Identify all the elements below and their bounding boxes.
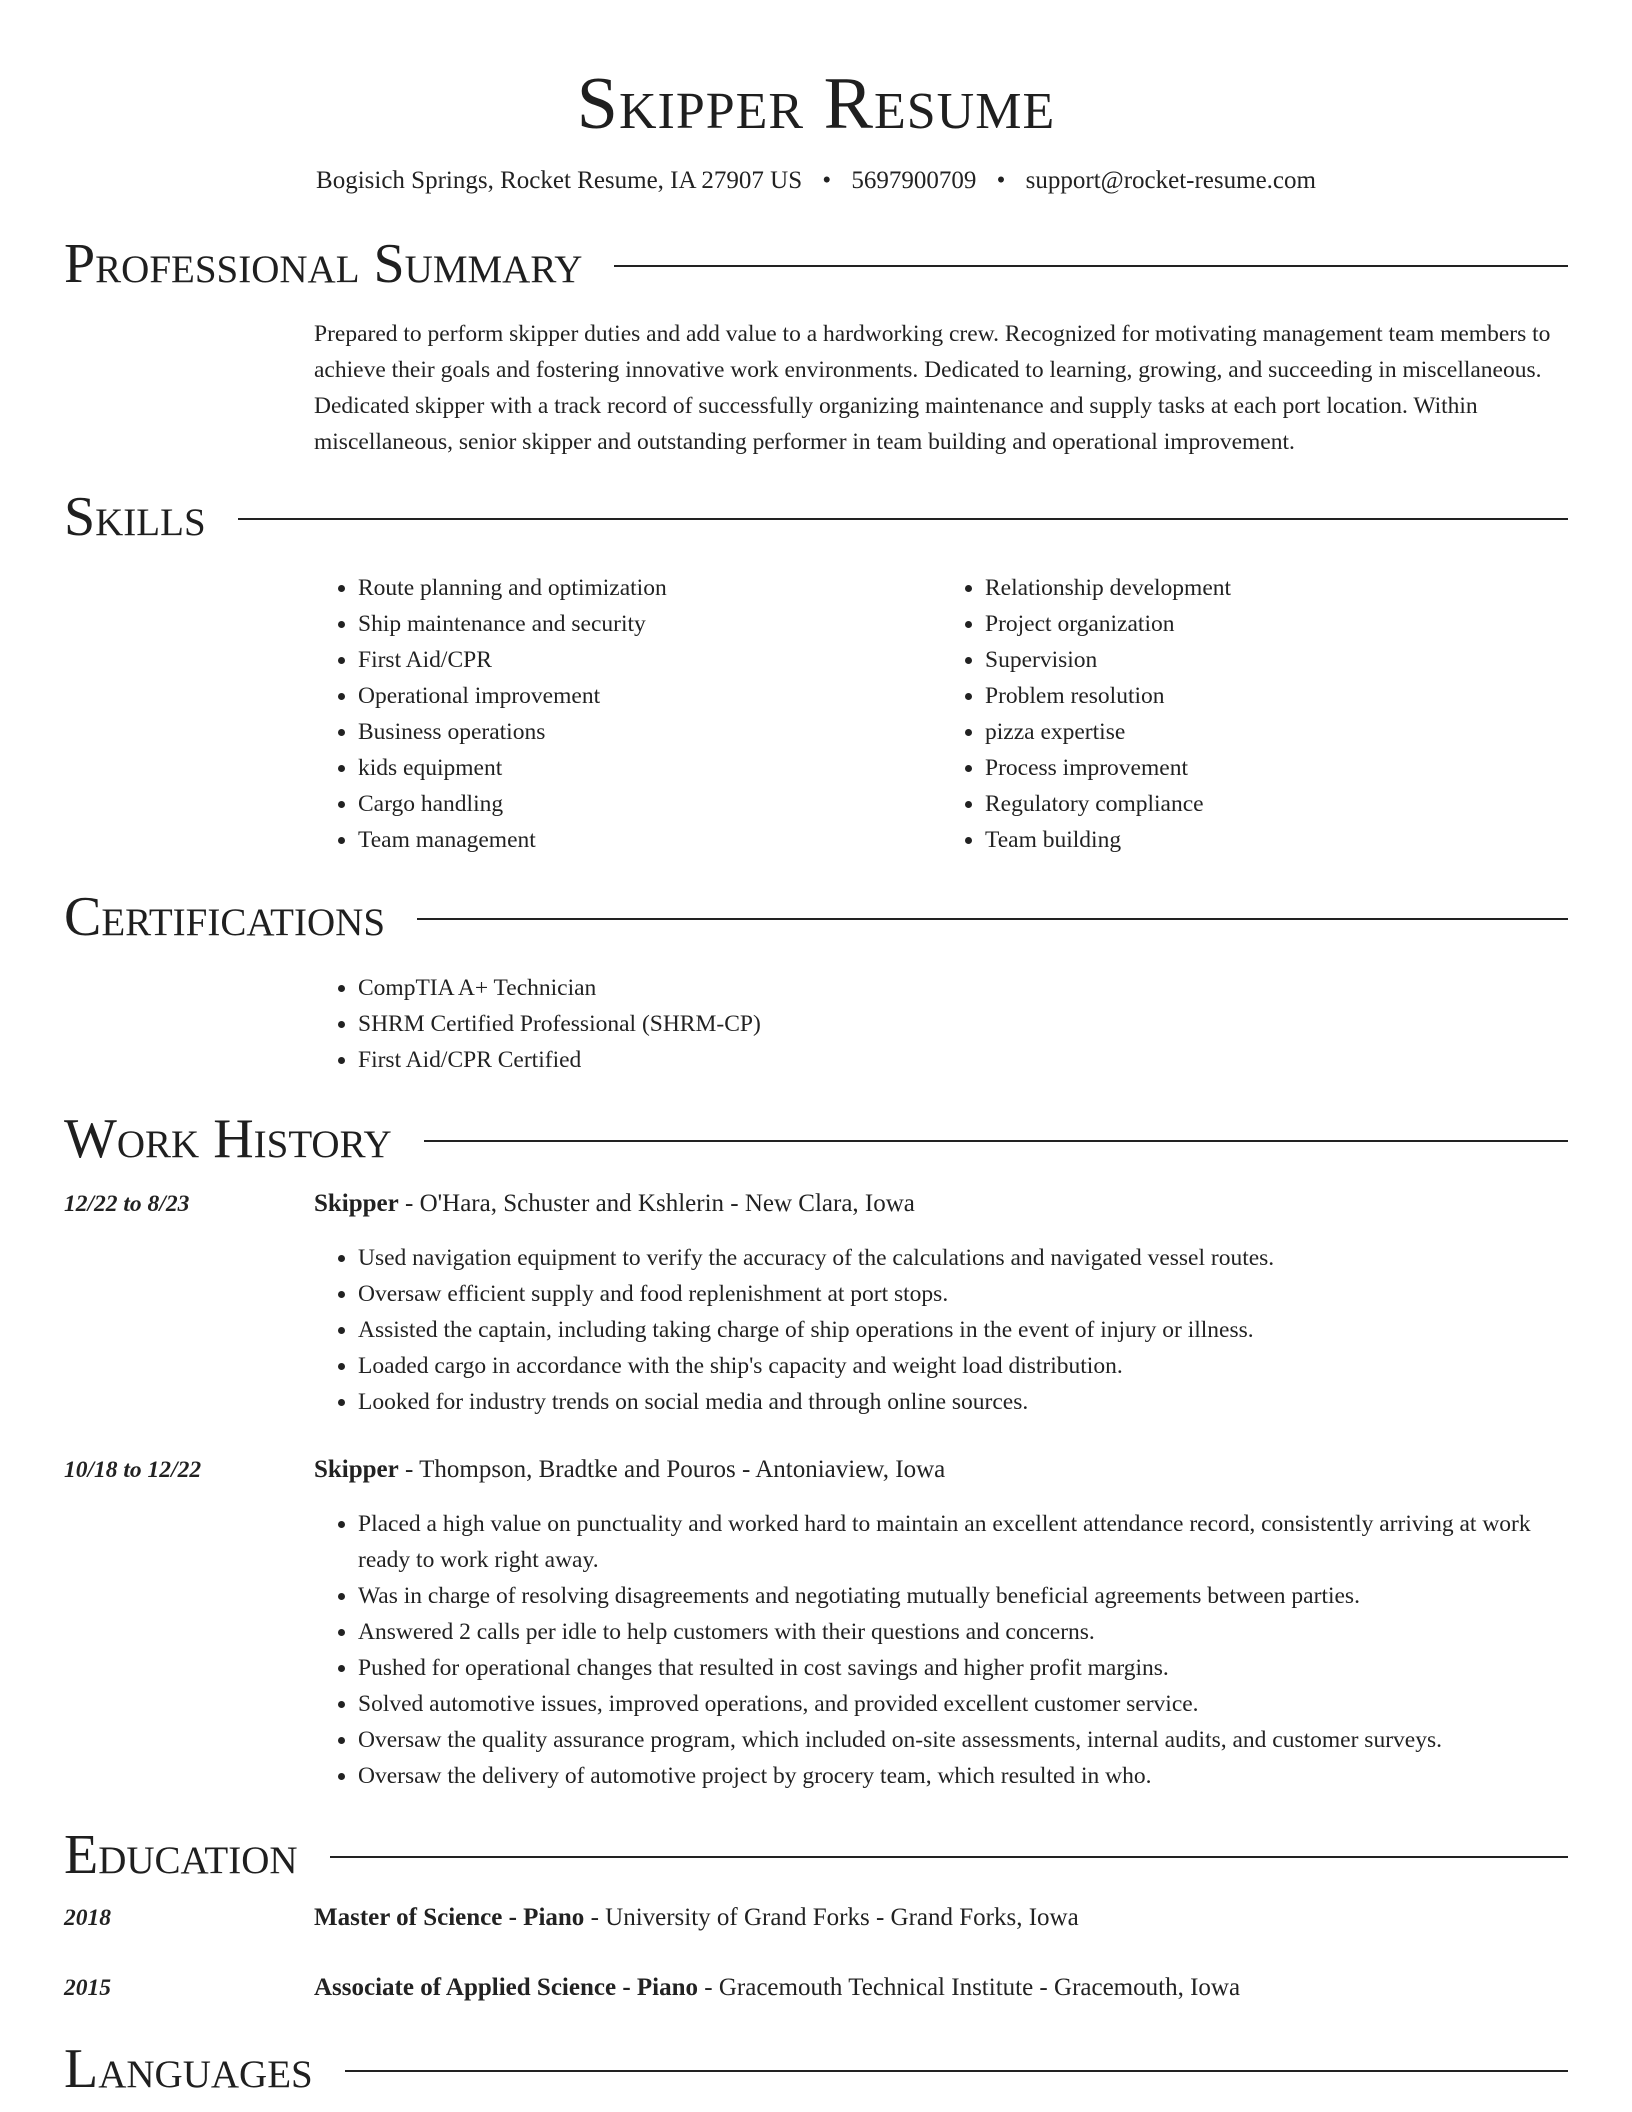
skill-item: • Supervision xyxy=(985,642,1568,678)
job-bullet: • Looked for industry trends on social media and through online sources. xyxy=(358,1384,1568,1420)
job-bullet: • Oversaw the delivery of automotive project by grocery team, which resulted in who. xyxy=(358,1758,1568,1794)
education-section xyxy=(64,1824,1568,2006)
job-bullet: • Answered 2 calls per idle to help customers with their questions and concerns. xyxy=(358,1614,1568,1650)
skill-item: • First Aid/CPR xyxy=(358,642,941,678)
job-role: Skipper xyxy=(314,1456,399,1483)
job-bullet: • Pushed for operational changes that resulted in cost savings and higher profit margins. xyxy=(358,1650,1568,1686)
job-bullets xyxy=(314,1506,1568,1794)
job-employer: - O'Hara, Schuster and Kshlerin - New Clara, Iowa xyxy=(398,1190,915,1217)
job-duties xyxy=(314,1506,1568,1794)
contact-phone: 5697900709 xyxy=(851,167,977,194)
job-entry xyxy=(64,1452,1568,1794)
skill-item: • Team building xyxy=(985,822,1568,858)
skill-item: • kids equipment xyxy=(358,750,941,786)
education-line xyxy=(314,1900,1079,1936)
skill-item: • Problem resolution xyxy=(985,678,1568,714)
work-history-section xyxy=(64,1108,1568,1794)
summary-body xyxy=(314,316,1568,460)
job-entry xyxy=(64,1186,1568,1420)
section-header xyxy=(64,2038,1568,2100)
certification-item: • CompTIA A+ Technician xyxy=(358,970,1568,1006)
job-bullet: • Oversaw the quality assurance program, which included on-site assessments, internal audits, and customer surveys. xyxy=(358,1722,1568,1758)
job-bullet: • Solved automotive issues, improved operations, and provided excellent customer service. xyxy=(358,1686,1568,1722)
certifications-section xyxy=(64,886,1568,1078)
skill-item: • Operational improvement xyxy=(358,678,941,714)
summary-text: Prepared to perform skipper duties and add value to a hardworking crew. Recognized for motivating management team members to achieve their goals and fostering innovative work environments. Dedicated to learning, growing, and succeeding in miscellaneous. Dedicated skipper with a track record of successfully organizing maintenance and supply tasks at each port location. Within miscellaneous, senior skipper and outstanding performer in team building and operational improvement. xyxy=(314,321,1551,455)
section-divider xyxy=(424,1140,1568,1142)
certifications-body xyxy=(314,970,1568,1078)
job-bullet: • Loaded cargo in accordance with the ship's capacity and weight load distribution. xyxy=(358,1348,1568,1384)
skills-grid xyxy=(314,570,1568,858)
skill-item: • Business operations xyxy=(358,714,941,750)
job-bullet: • Used navigation equipment to verify the accuracy of the calculations and navigated vessel routes. xyxy=(358,1240,1568,1276)
languages-section xyxy=(64,2038,1568,2100)
languages-heading: Languages xyxy=(64,2038,313,2100)
job-dates: 12/22 to 8/23 xyxy=(64,1191,190,1217)
skill-item: • pizza expertise xyxy=(985,714,1568,750)
education-school: - University of Grand Forks - Grand Forks, Iowa xyxy=(584,1904,1079,1931)
job-employer: - Thompson, Bradtke and Pouros - Antoniaview, Iowa xyxy=(398,1456,946,1483)
education-year: 2015 xyxy=(64,1975,111,2001)
skill-item: • Relationship development xyxy=(985,570,1568,606)
job-role: Skipper xyxy=(314,1190,399,1217)
section-divider xyxy=(614,265,1568,267)
section-divider xyxy=(345,2070,1568,2072)
education-heading: Education xyxy=(64,1824,298,1886)
section-header xyxy=(64,1824,1568,1886)
education-entry xyxy=(64,1900,1568,1936)
skills-section xyxy=(64,486,1568,858)
job-bullets xyxy=(314,1240,1568,1420)
section-divider xyxy=(417,918,1568,920)
certification-item: • First Aid/CPR Certified xyxy=(358,1042,1568,1078)
summary-section xyxy=(64,233,1568,460)
skills-heading: Skills xyxy=(64,486,206,548)
certifications-heading: Certifications xyxy=(64,886,386,948)
job-header xyxy=(64,1452,1568,1488)
job-dates: 10/18 to 12/22 xyxy=(64,1457,202,1483)
skill-item: • Ship maintenance and security xyxy=(358,606,941,642)
contact-address: Bogisich Springs, Rocket Resume, IA 27907 US xyxy=(316,167,803,194)
section-divider xyxy=(330,1856,1568,1858)
section-header xyxy=(64,233,1568,295)
job-duties xyxy=(314,1240,1568,1420)
job-bullet: • Oversaw efficient supply and food replenishment at port stops. xyxy=(358,1276,1568,1312)
job-bullet: • Was in charge of resolving disagreements and negotiating mutually beneficial agreements between parties. xyxy=(358,1578,1568,1614)
skills-list-left xyxy=(314,570,941,858)
education-year: 2018 xyxy=(64,1905,111,1931)
section-header xyxy=(64,1108,1568,1170)
section-divider xyxy=(238,518,1568,520)
contact-separator: • xyxy=(996,167,1006,194)
certifications-list xyxy=(314,970,1568,1078)
section-header xyxy=(64,486,1568,548)
job-bullet: • Placed a high value on punctuality and worked hard to maintain an excellent attendance record, consistently arriving at work ready to work right away. xyxy=(358,1506,1568,1578)
education-entry xyxy=(64,1970,1568,2006)
resume-name: Skipper Resume xyxy=(576,63,1056,145)
job-title-line xyxy=(314,1186,915,1222)
skill-item: • Process improvement xyxy=(985,750,1568,786)
skills-list-right xyxy=(941,570,1568,858)
skill-item: • Route planning and optimization xyxy=(358,570,941,606)
education-line xyxy=(314,1970,1240,2006)
job-header xyxy=(64,1186,1568,1222)
job-title-line xyxy=(314,1452,945,1488)
education-degree: Associate of Applied Science - Piano xyxy=(314,1974,699,2001)
section-header xyxy=(64,886,1568,948)
work-history-heading: Work History xyxy=(64,1108,392,1170)
education-school: - Gracemouth Technical Institute - Gracemouth, Iowa xyxy=(698,1974,1241,2001)
skill-item: • Cargo handling xyxy=(358,786,941,822)
skill-item: • Project organization xyxy=(985,606,1568,642)
skill-item: • Team management xyxy=(358,822,941,858)
summary-heading: Professional Summary xyxy=(64,233,583,295)
contact-line xyxy=(0,166,1632,196)
contact-separator: • xyxy=(822,167,832,194)
education-degree: Master of Science - Piano xyxy=(314,1904,585,1931)
contact-email[interactable]: support@rocket-resume.com xyxy=(1025,167,1316,194)
certification-item: • SHRM Certified Professional (SHRM-CP) xyxy=(358,1006,1568,1042)
skill-item: • Regulatory compliance xyxy=(985,786,1568,822)
job-bullet: • Assisted the captain, including taking charge of ship operations in the event of injury or illness. xyxy=(358,1312,1568,1348)
